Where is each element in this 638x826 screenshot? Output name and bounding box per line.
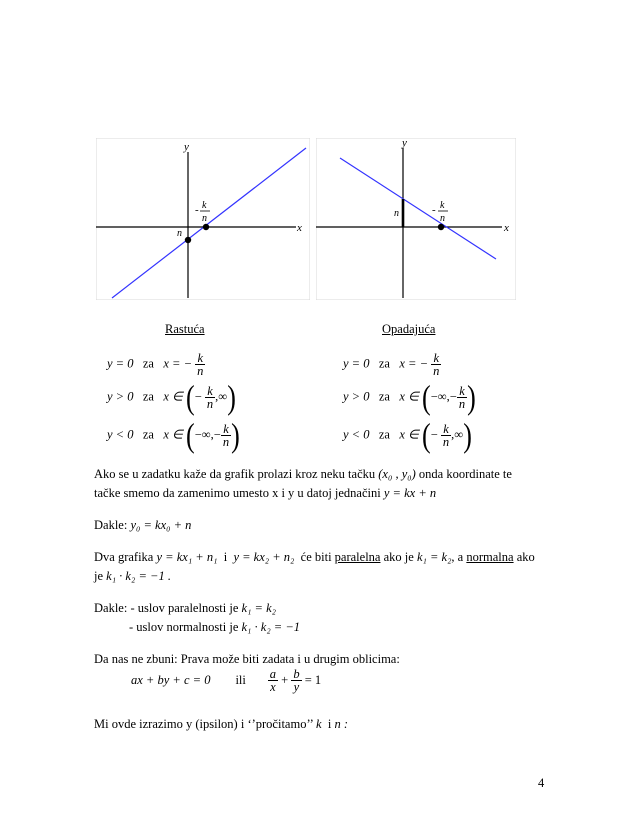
y-axis-label: y <box>402 138 407 149</box>
paragraph-4-line-2: - uslov normalnosti je k₁ · k₂ = −1 <box>129 620 301 634</box>
k-numerator: k <box>202 200 207 211</box>
y-axis-label: y <box>184 141 189 153</box>
y-intercept-point <box>185 237 191 243</box>
k-denominator: n <box>202 213 207 224</box>
cond-right-1: y = 0 za x = − $\frac{k}{n}$ <box>343 351 440 378</box>
paragraph-5: Da nas ne zbuni: Prava može biti zadata i u drugim oblicima: <box>94 652 400 666</box>
cond-left-3: y < 0 za x ∈ (−∞,− $\frac{k}{n}$ ) <box>107 416 240 454</box>
cond-right-2: y > 0 za x ∈ (−∞,− $\frac{k}{n}$ ) <box>343 378 476 416</box>
x-axis-label: x <box>504 222 509 234</box>
graph-rastuca <box>96 138 310 300</box>
caption-rastuca: Rastuća <box>165 322 205 336</box>
paragraph-5-equations: ax + by + c = 0 ili $\frac{a}{x}$ + $\frac{b}{y}$ = 1 <box>131 667 322 694</box>
graph-opadajuca <box>316 138 516 300</box>
page-number: 4 <box>538 776 545 790</box>
paragraph-1-line-1: Ako se u zadatku kaže da grafik prolazi kroz neku tačku (x₀ , y₀) onda koordinate te <box>94 467 512 481</box>
x-intercept-point <box>438 224 444 230</box>
x-axis-label: x <box>297 222 302 234</box>
paragraph-4-line-1: Dakle: - uslov paralelnosti je k₁ = k₂ <box>94 601 277 615</box>
cond-right-3: y < 0 za x ∈ (− $\frac{k}{n}$ ,∞) <box>343 416 472 454</box>
n-label: n <box>177 228 182 239</box>
cond-left-2: y > 0 za x ∈ (− $\frac{k}{n}$ ,∞) <box>107 378 236 416</box>
n-label: n <box>394 208 399 219</box>
paragraph-2: Dakle: y₀ = kx₀ + n <box>94 518 192 532</box>
x-intercept-point <box>203 224 209 230</box>
caption-opadajuca: Opadajuća <box>382 322 436 336</box>
paragraph-6: Mi ovde izrazimo y (ipsilon) i ‘’pročitamo’’ k i n : <box>94 717 349 731</box>
paragraph-1-line-2: tačke smemo da zamenimo umesto x i y u datoj jednačini y = kx + n <box>94 486 437 500</box>
k-denominator: n <box>440 213 445 224</box>
paragraph-3-line-1: Dva grafika y = kx₁ + n₁ i y = kx₂ + n₂ će biti paralelna ako je k₁ = k₂, a normalna ako <box>94 550 535 564</box>
minus-sign: - <box>195 204 199 216</box>
cond-left-1: y = 0 za x = − $\frac{k}{n}$ <box>107 351 204 378</box>
minus-sign: - <box>432 204 436 216</box>
paragraph-3-line-2: je k₁ · k₂ = −1 . <box>94 569 171 583</box>
k-numerator: k <box>440 200 445 211</box>
